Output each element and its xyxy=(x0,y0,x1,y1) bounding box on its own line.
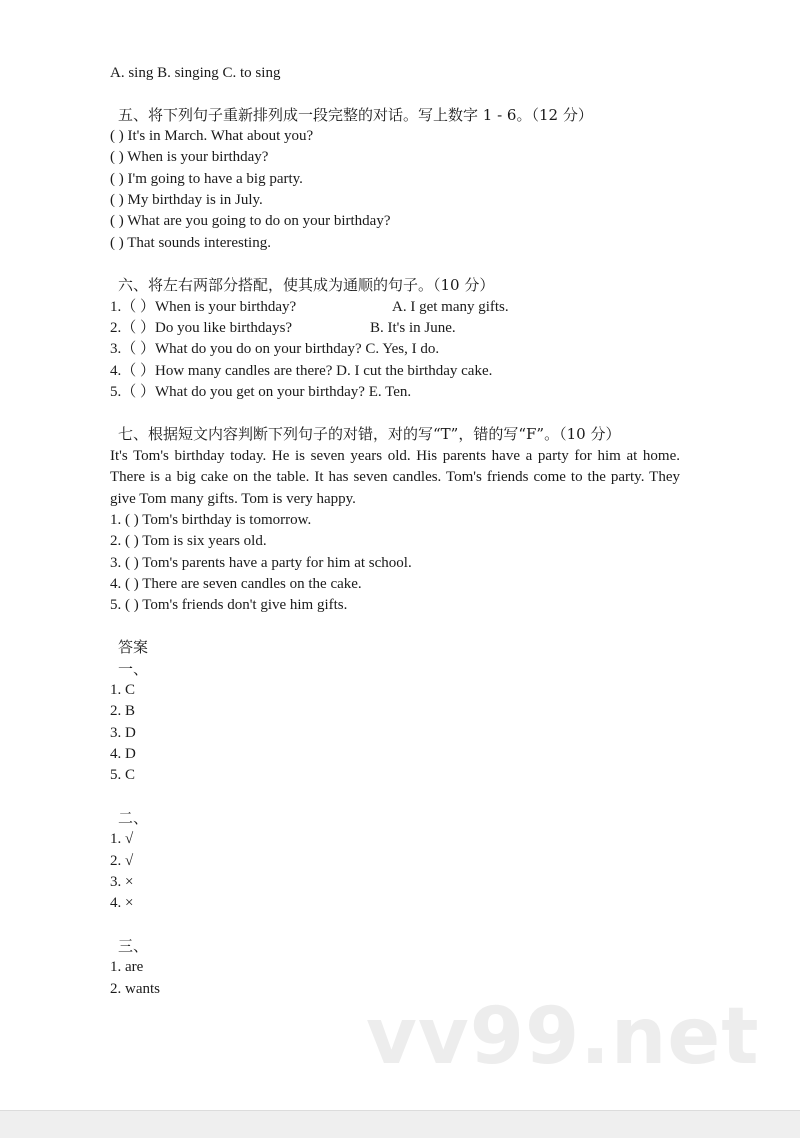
section6-heading: 六、将左右两部分搭配，使其成为通顺的句子。（10 分） xyxy=(118,276,495,294)
question-options: A. sing B. singing C. to sing xyxy=(110,65,281,81)
section7-item: 2. ( ) Tom is six years old. xyxy=(110,533,267,549)
answer-item: 1. are xyxy=(110,959,144,975)
section7-item: 1. ( ) Tom's birthday is tomorrow. xyxy=(110,512,312,528)
section7-item: 4. ( ) There are seven candles on the cake. xyxy=(110,576,362,592)
section6-item xyxy=(110,361,492,381)
section7-item: 5. ( ) Tom's friends don't give him gifts. xyxy=(110,597,348,613)
section6-item-left: 3.（ ）What do you do on your birthday? C. Yes, I do. xyxy=(110,341,440,357)
section5-item: ( ) My birthday is in July. xyxy=(110,192,263,208)
section5-item: ( ) That sounds interesting. xyxy=(110,235,271,251)
section5-heading: 五、将下列句子重新排列成一段完整的对话。写上数字 1 - 6。（12 分） xyxy=(118,106,593,124)
section7-item: 3. ( ) Tom's parents have a party for him at school. xyxy=(110,555,412,571)
answer-item: 4. D xyxy=(110,746,136,762)
answers-title: 答案 xyxy=(118,638,149,656)
site-watermark: vv99.net xyxy=(366,992,760,1082)
section6-item-left: 5.（ ）What do you get on your birthday? E. Ten. xyxy=(110,384,412,400)
answer-item: 3. × xyxy=(110,874,134,890)
section5-item: ( ) When is your birthday? xyxy=(110,149,269,165)
section5-item: ( ) It's in March. What about you? xyxy=(110,128,314,144)
answer-item: 5. C xyxy=(110,767,136,783)
section6-item xyxy=(110,382,411,402)
section6-item-right: B. It's in June. xyxy=(370,320,456,336)
section6-item xyxy=(110,339,439,359)
section6-item-right: A. I get many gifts. xyxy=(392,299,509,315)
answers-part2-label: 二、 xyxy=(118,809,149,827)
section5-item: ( ) What are you going to do on your birthday? xyxy=(110,213,391,229)
answer-item: 2. B xyxy=(110,703,136,719)
answers-part3-label: 三、 xyxy=(118,937,149,955)
section6-item-left: 1.（ ）When is your birthday? xyxy=(110,299,297,315)
answer-item: 1. C xyxy=(110,682,136,698)
section5-item: ( ) I'm going to have a big party. xyxy=(110,171,303,187)
page-bottom-edge xyxy=(0,1110,800,1138)
answer-item: 4. × xyxy=(110,895,134,911)
section6-item xyxy=(110,318,456,338)
reading-passage: It's Tom's birthday today. He is seven years old. His parents have a party for him at home. There is a big cake on the table. It has seven candles. Tom's friends come to the party. They give Tom many gifts. Tom is very happy. xyxy=(110,448,680,507)
answer-item: 2. wants xyxy=(110,981,160,997)
section7-heading: 七、根据短文内容判断下列句子的对错，对的写“T”，错的写“F”。（10 分） xyxy=(118,425,621,443)
answer-item: 2. √ xyxy=(110,853,134,869)
answer-item: 1. √ xyxy=(110,831,134,847)
answers-part1-label: 一、 xyxy=(118,660,149,678)
section6-item-left: 4.（ ）How many candles are there? D. I cut the birthday cake. xyxy=(110,363,493,379)
section6-item-left: 2.（ ）Do you like birthdays? xyxy=(110,320,293,336)
section6-item xyxy=(110,297,509,317)
answer-item: 3. D xyxy=(110,725,136,741)
